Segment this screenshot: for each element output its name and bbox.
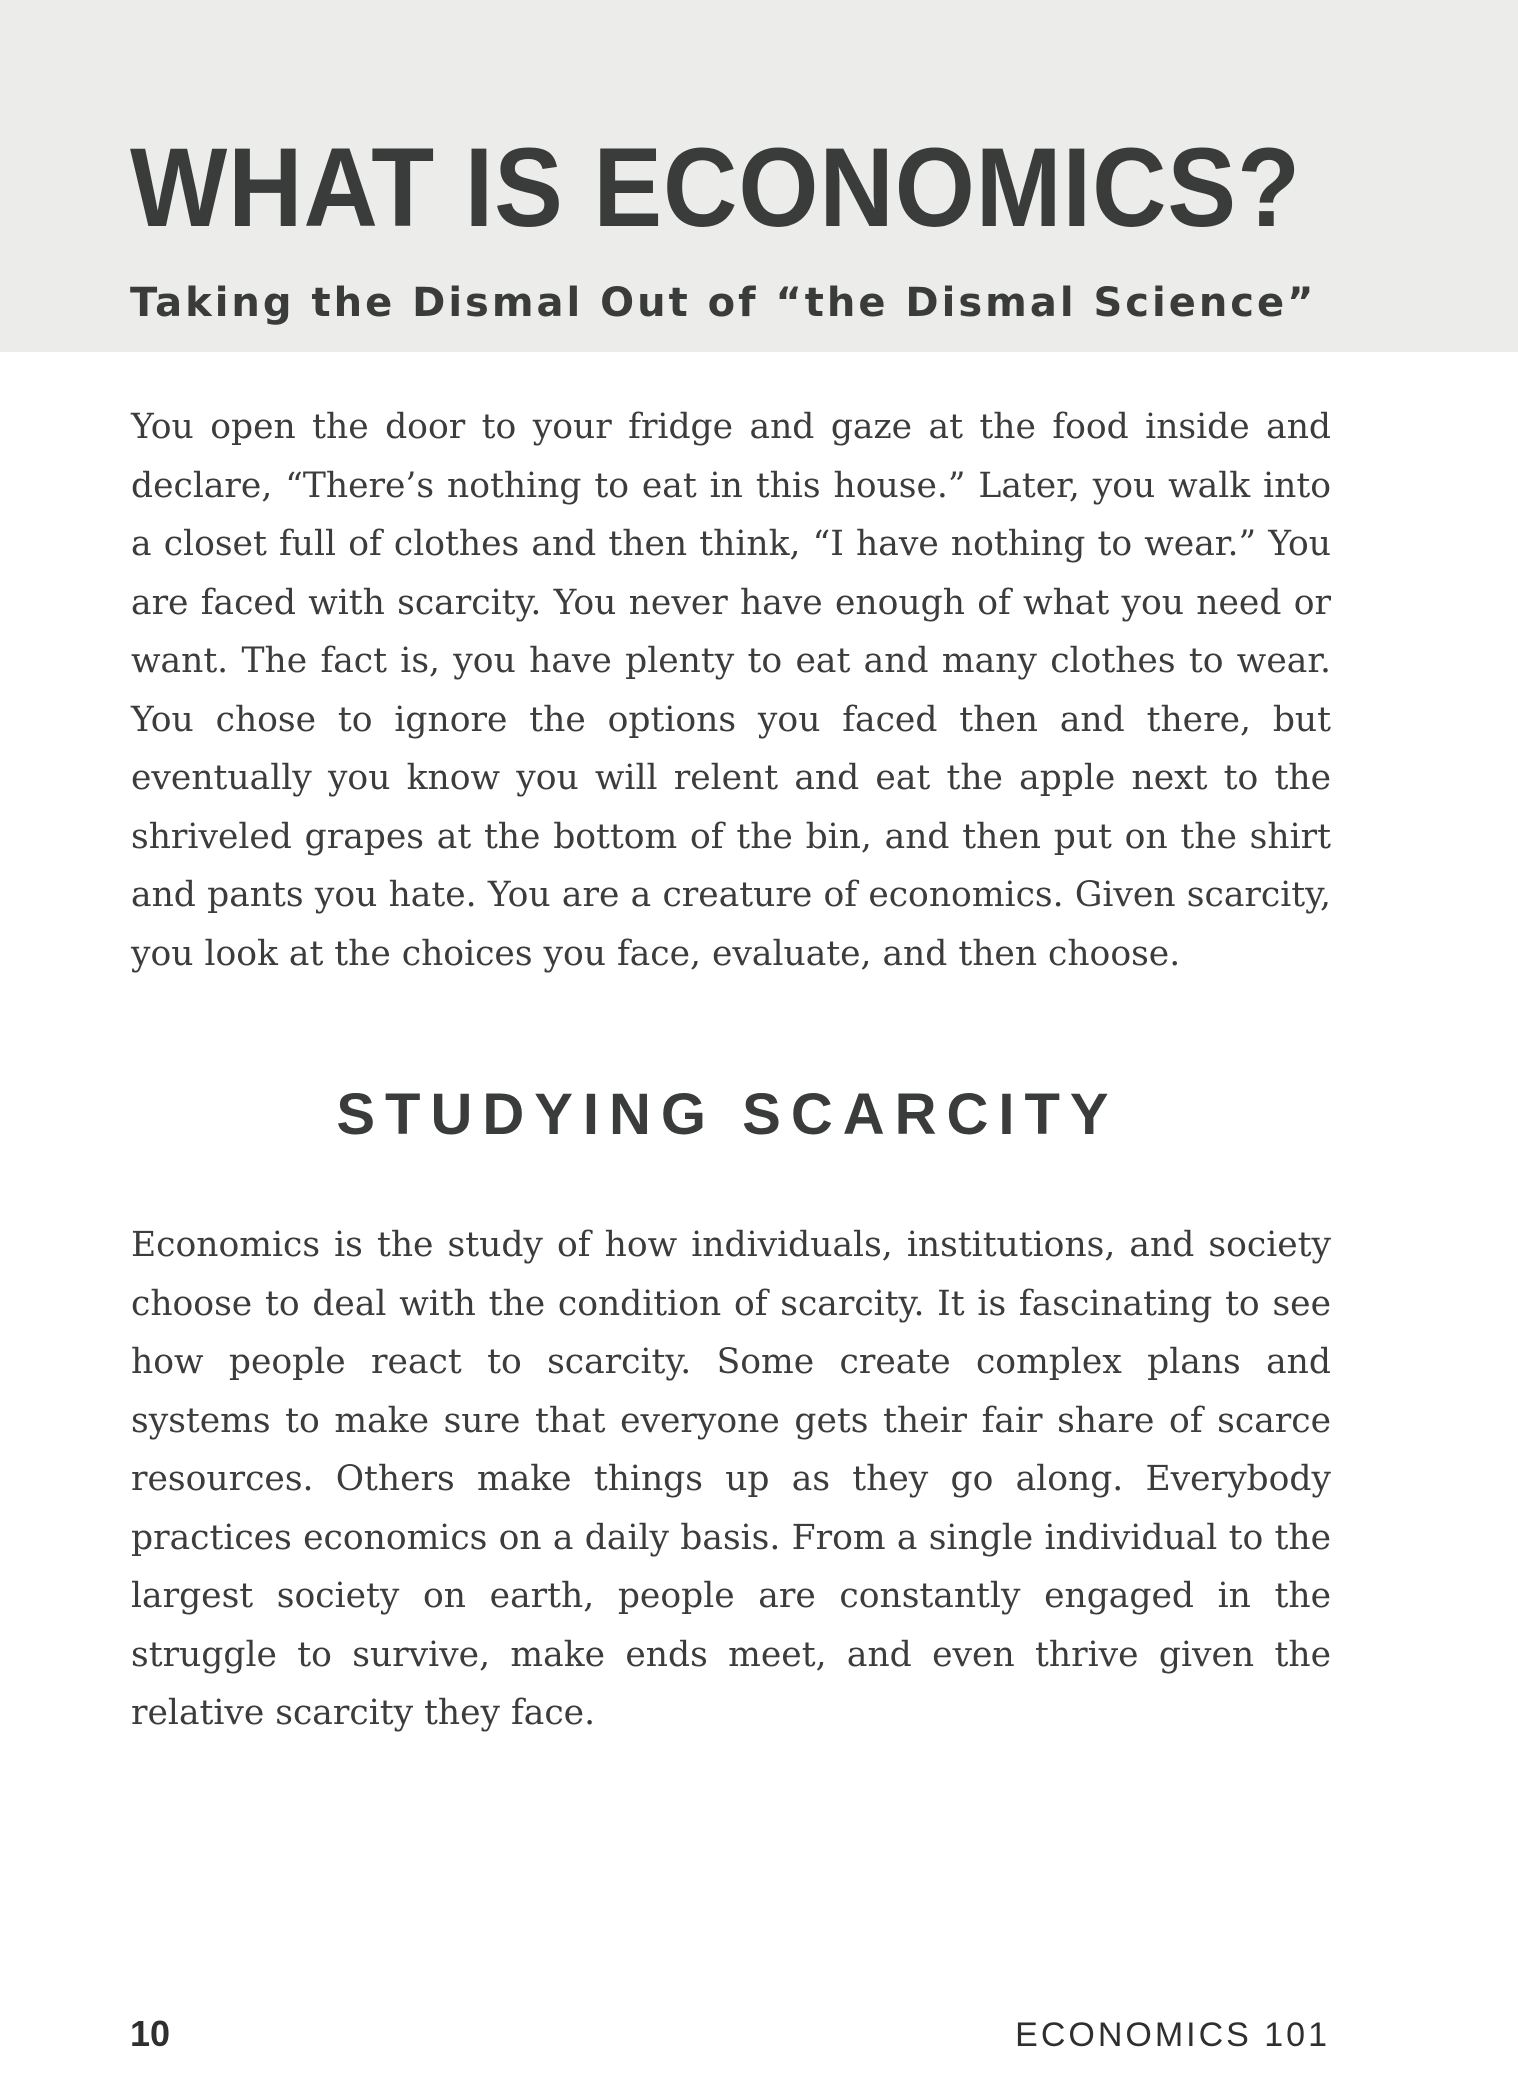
body-paragraph-1: You open the door to your fridge and gaze at the food inside and declare, “There’s nothing to eat in this house.” Later, you walk into a closet full of clothes and then think, “I have nothing to wear.” You are faced with scarcity. You never have enough of what you need or want. The fact is, you have plenty to eat and many clothes to wear. You chose to ignore the options you faced then and there, but eventually you know you will relent and eat the apple next to the shriveled grapes at the bottom of the bin, and then put on the shirt and pants you hate. You are a creature of economics. Given scarcity, you look at the choices you face, evaluate, and then choose.	[131, 407, 1331, 974]
section-heading: STUDYING SCARCITY	[336, 1082, 1119, 1147]
running-footer-book-title: ECONOMICS 101	[1015, 2016, 1330, 2054]
page-number: 10	[130, 2013, 171, 2054]
body-paragraph-2: Economics is the study of how individuals, institutions, and society choose to deal with the condition of scarcity. It is fascinating to see how people react to scarcity. Some create complex plans and systems to make sure that everyone gets their fair share of scarce resources. Others make things up as they go along. Everybody practices economics on a daily basis. From a single individual to the largest society on earth, people are constantly engaged in the struggle to survive, make ends meet, and even thrive given the relative scarcity they face.	[131, 1225, 1331, 1733]
chapter-subtitle: Taking the Dismal Out of “the Dismal Science”	[130, 280, 1317, 326]
chapter-title: WHAT IS ECONOMICS?	[130, 125, 1301, 250]
